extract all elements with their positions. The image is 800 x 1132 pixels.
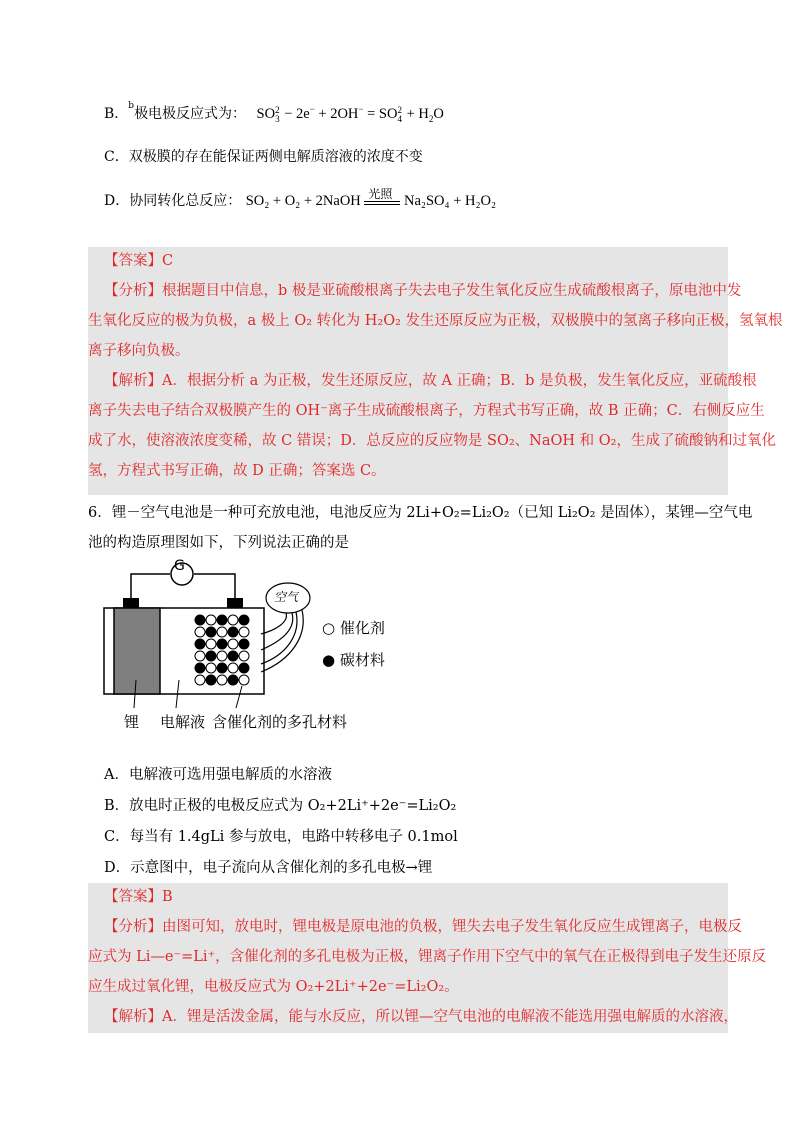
lithium-electrode <box>114 608 160 694</box>
analysis2-line-1: 【分析】由图可知，放电时，锂电极是原电池的负极，锂失去电子发生氧化反应生成锂离子，电极反 <box>104 919 742 935</box>
carbon-particle <box>206 651 216 661</box>
catalyst-particle <box>206 615 216 625</box>
catalyst-particle <box>217 627 227 637</box>
catalyst-particle <box>195 651 205 661</box>
catalyst-particle <box>228 639 238 649</box>
option-b-text: 极电极反应式为： <box>134 105 247 122</box>
answer-box-q5 <box>88 247 783 495</box>
option-b-formula: SO 2 3 − 2e− + 2OH− = SO 2 4 + $H_2O$ <box>256 104 444 124</box>
answer-line: 【答案】C <box>104 253 174 269</box>
option-d-formula <box>245 186 497 209</box>
catalyst-particle <box>206 639 216 649</box>
q6-stem-line-2: 池的构造原理图如下，下列说法正确的是 <box>88 535 349 551</box>
q6-option-b: B．放电时正极的电极反应式为 O₂+2Li⁺+2e⁻=Li₂O₂ <box>104 798 457 814</box>
galvanometer-label: G <box>174 558 185 574</box>
explain-line-1: 【解析】A．根据分析 a 为正极，发生还原反应，故 A 正确；B．b 是负极，发生氧化反应，亚硫酸根 <box>104 373 757 389</box>
q5-option-b <box>104 98 444 130</box>
analysis-line-2: 生氧化反应的极为负极，a 极上 O₂ 转化为 H₂O₂ 发生还原反应为正极，双极膜中的氢离子移向正极，氢氧根 <box>88 313 783 329</box>
electrode-b-label: b <box>128 101 135 112</box>
answer-line-2: 【答案】B <box>104 889 173 905</box>
catalyst-particle <box>217 651 227 661</box>
carbon-particle <box>239 615 249 625</box>
carbon-particle <box>206 675 216 685</box>
battery-diagram <box>96 560 416 730</box>
catalyst-particle <box>206 663 216 673</box>
q5-option-c: C．双极膜的存在能保证两侧电解质溶液的浓度不变 <box>104 149 423 165</box>
reaction-left: SO₂ + O₂ + 2NaOH <box>245 193 361 209</box>
carbon-particle <box>239 639 249 649</box>
catalyst-particle <box>239 651 249 661</box>
q6-option-a: A．电解液可选用强电解质的水溶液 <box>104 767 332 783</box>
carbon-particle <box>206 627 216 637</box>
reaction-condition: 光照 <box>368 186 393 201</box>
carbon-particle <box>217 639 227 649</box>
air-label: 空气 <box>274 590 299 604</box>
carbon-particle <box>228 627 238 637</box>
answer-box-q6 <box>88 883 767 1033</box>
catalyst-particle <box>217 675 227 685</box>
option-d-prefix: D．协同转化总反应： <box>104 193 242 209</box>
q5-option-d <box>104 186 497 212</box>
explain2-line-1: 【解析】A．锂是活泼金属，能与水反应，所以锂—空气电池的电解液不能选用强电解质的水溶液， <box>104 1009 738 1025</box>
catalyst-particle <box>195 627 205 637</box>
catalyst-particle <box>239 627 249 637</box>
carbon-particle <box>217 663 227 673</box>
battery-svg <box>96 560 416 730</box>
carbon-particle <box>195 615 205 625</box>
label-porous-material: 含催化剂的多孔材料 <box>212 713 348 731</box>
catalyst-particle <box>195 675 205 685</box>
carbon-particle <box>195 639 205 649</box>
label-electrolyte: 电解液 <box>160 713 206 731</box>
option-b-prefix: B． <box>104 105 129 122</box>
analysis-line-1: 【分析】根据题目中信息，b 极是亚硫酸根离子失去电子发生氧化反应生成硫酸根离子，原电池中发 <box>104 283 742 299</box>
explain-line-2: 离子失去电子结合双极膜产生的 OH⁻离子生成硫酸根离子，方程式书写正确，故 B 正确；C．右侧反应生 <box>88 403 765 419</box>
explain-line-4: 氢，方程式书写正确，故 D 正确；答案选 C。 <box>88 463 386 479</box>
catalyst-particle <box>228 663 238 673</box>
q6-option-c: C．每当有 1.4gLi 参与放电，电路中转移电子 0.1mol <box>104 829 458 845</box>
reaction-right: Na₂SO₄ + H₂O₂ <box>404 193 497 209</box>
reaction-arrow <box>364 186 400 209</box>
legend-catalyst: ○ 催化剂 <box>322 619 385 637</box>
catalyst-particle <box>239 675 249 685</box>
explain-line-3: 成了水，使溶液浓度变稀，故 C 错误；D．总反应的反应物是 SO₂、NaOH 和 O₂，生成了硫酸钠和过氧化 <box>88 433 776 449</box>
label-lithium: 锂 <box>124 713 140 731</box>
legend-carbon: ● 碳材料 <box>322 651 385 669</box>
analysis-line-3: 离子移向负极。 <box>88 343 190 359</box>
carbon-particle <box>195 663 205 673</box>
q6-option-d: D．示意图中，电子流向从含催化剂的多孔电极→锂 <box>104 860 433 876</box>
analysis2-line-3: 应生成过氧化锂，电极反应式为 O₂+2Li⁺+2e⁻=Li₂O₂。 <box>88 979 459 995</box>
carbon-particle <box>217 615 227 625</box>
analysis2-line-2: 应式为 Li—e⁻=Li⁺，含催化剂的多孔电极为正极，锂离子作用下空气中的氧气在正极得到电子发生还原反 <box>88 949 767 965</box>
carbon-particle <box>228 651 238 661</box>
catalyst-particle <box>228 615 238 625</box>
carbon-particle <box>228 675 238 685</box>
carbon-particle <box>239 663 249 673</box>
q6-stem-line-1: 6．锂－空气电池是一种可充放电池，电池反应为 2Li+O₂=Li₂O₂（已知 Li₂O₂ 是固体），某锂—空气电 <box>88 505 753 521</box>
